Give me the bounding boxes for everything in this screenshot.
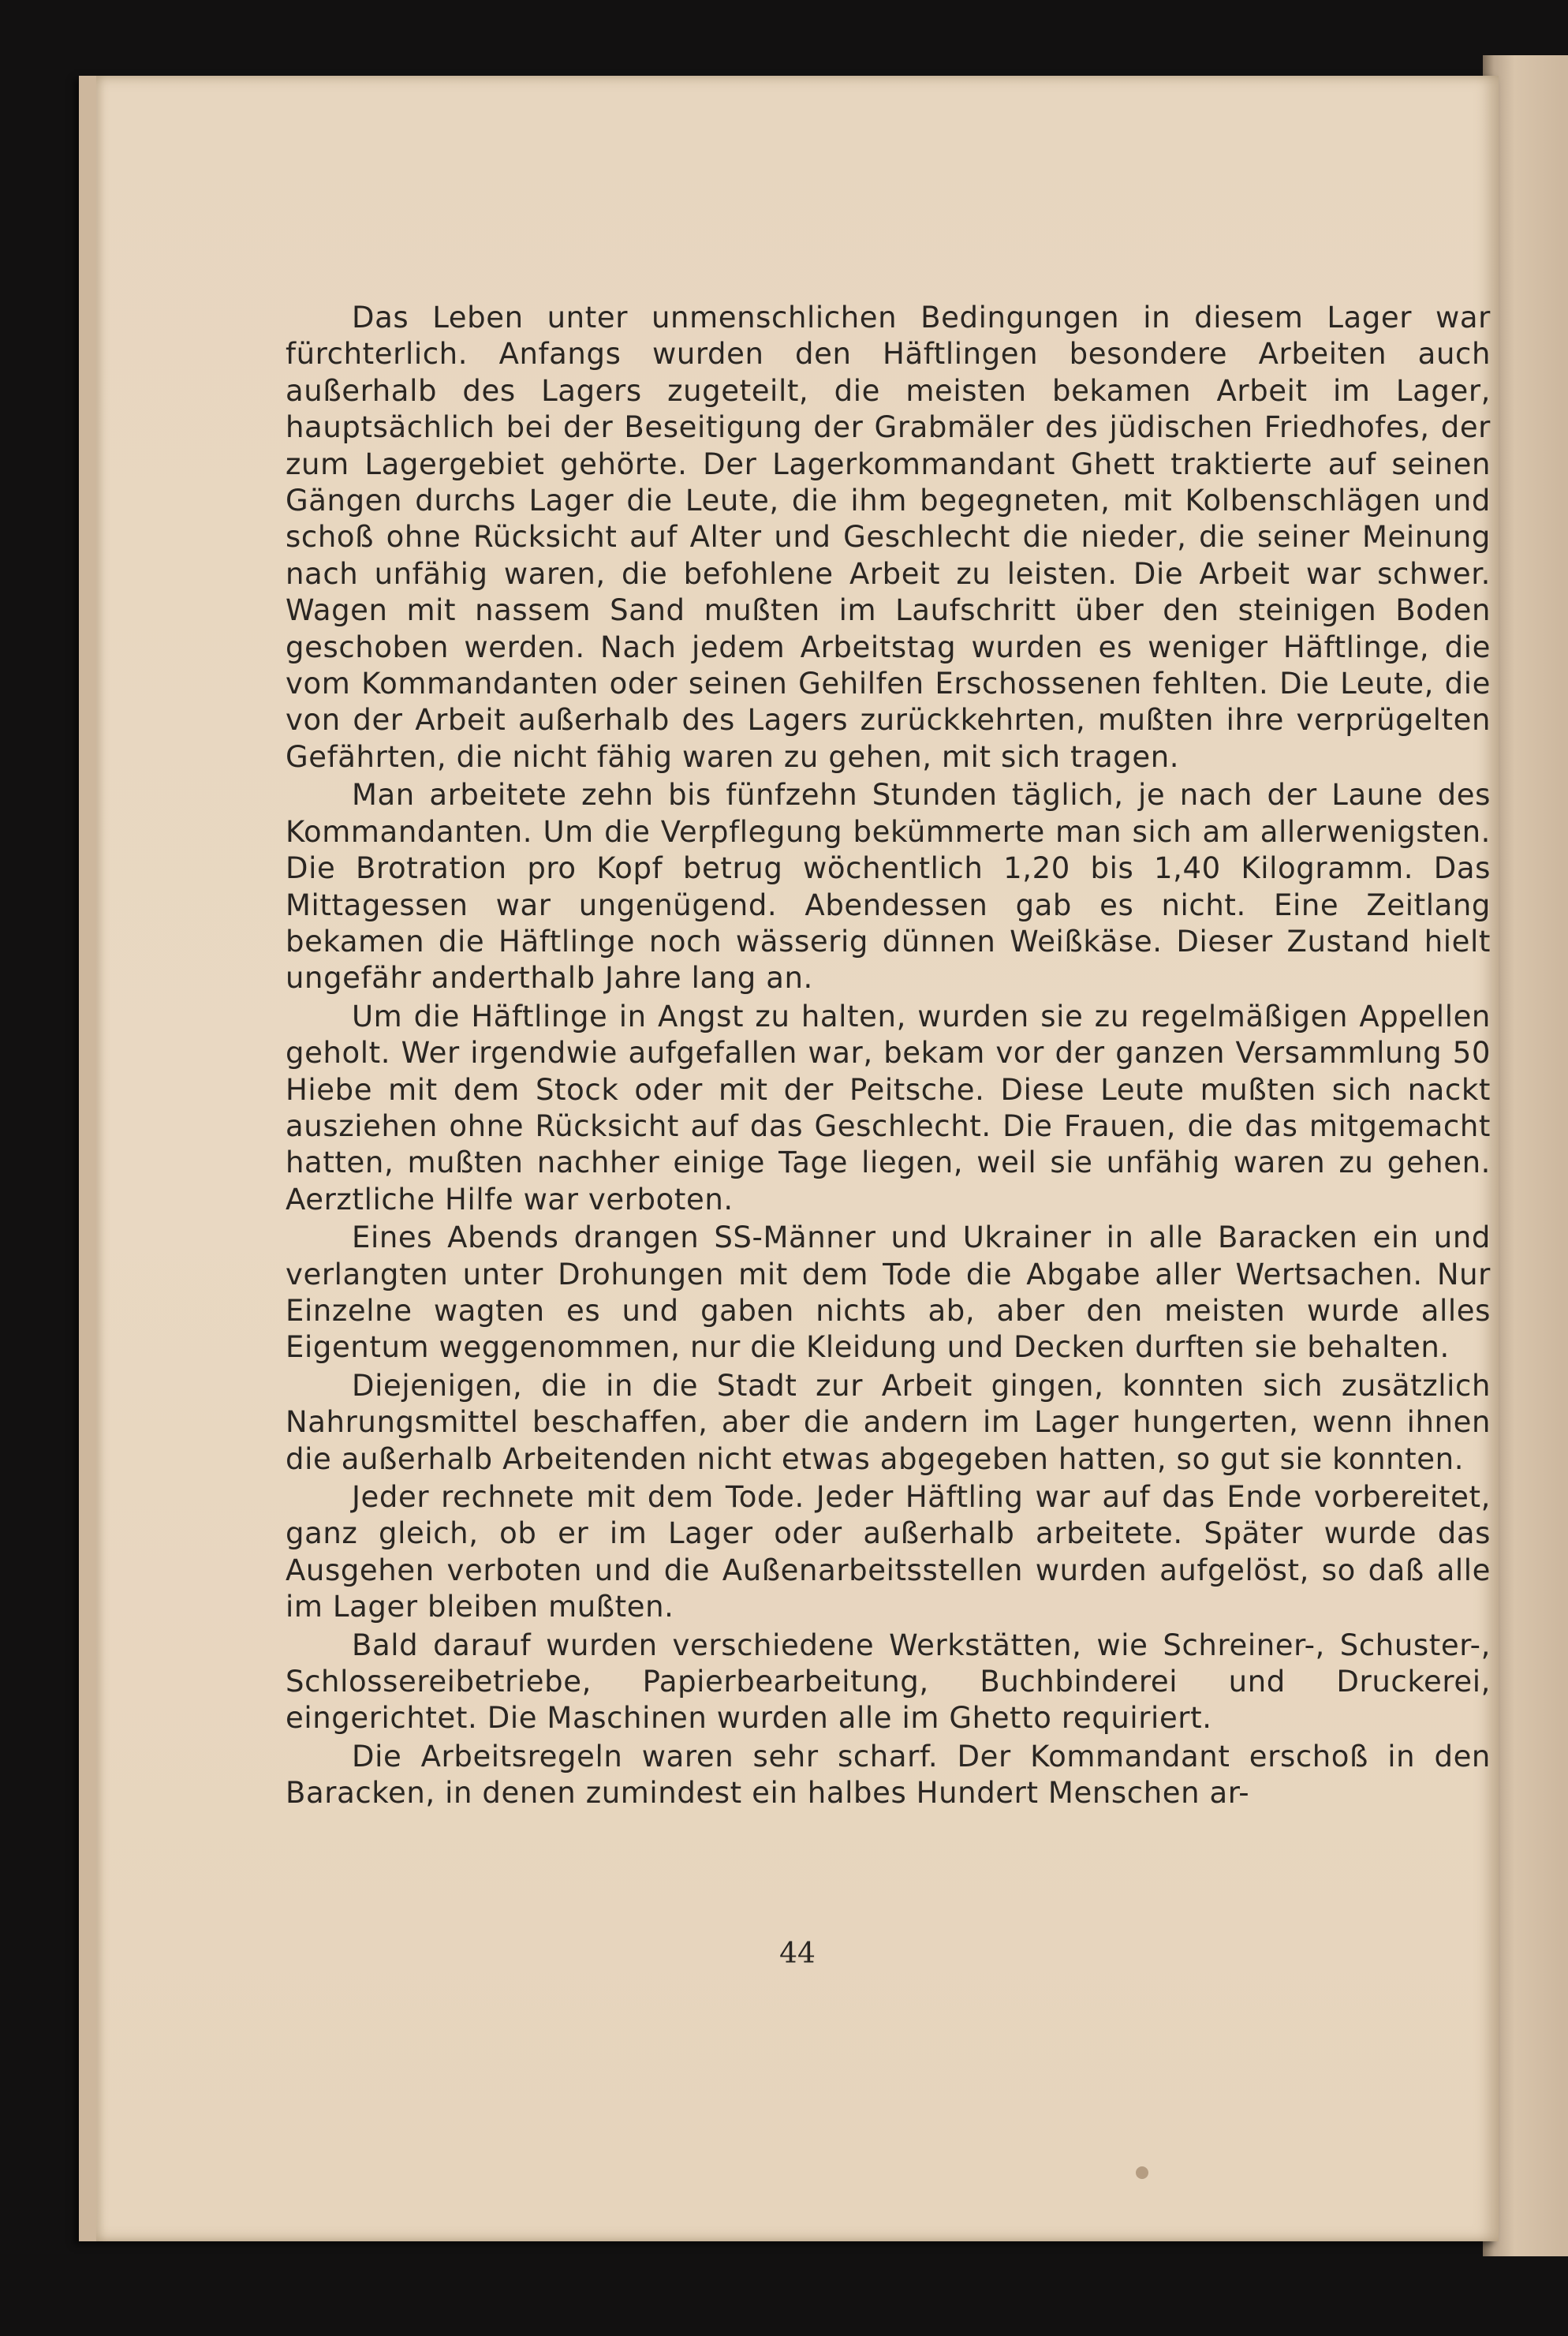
- paragraph-7: Bald darauf wurden verschiedene Werkstätten, wie Schreiner-, Schuster-, Schlossereibetriebe, Papierbearbeitung, Buchbinderei und Druckerei, eingerichtet. Die Maschinen wurden alle im Ghetto requiriert.: [286, 1628, 1491, 1736]
- paragraph-4: Eines Abends drangen SS-Männer und Ukrainer in alle Baracken ein und verlangten unter Drohungen mit dem Tode die Abgabe aller Wertsachen. Nur Einzelne wagten es und gaben nichts ab, aber den meisten wurde alles Eigentum weggenommen, nur die Kleidung und Decken durften sie behalten.: [286, 1220, 1491, 1365]
- page-number: 44: [779, 1938, 816, 1970]
- paragraph-5: Diejenigen, die in die Stadt zur Arbeit gingen, konnten sich zusätzlich Nahrungsmittel beschaffen, aber die andern im Lager hungerten, wenn ihnen die außerhalb Arbeitenden nicht etwas abgegeben hatten, so gut sie konnten.: [286, 1368, 1491, 1476]
- paragraph-6: Jeder rechnete mit dem Tode. Jeder Häftling war auf das Ende vorbereitet, ganz gleich, ob er im Lager oder außerhalb arbeitete. Später wurde das Ausgehen verboten und die Außenarbeitsstellen wurden aufgelöst, so daß alle im Lager bleiben mußten.: [286, 1480, 1491, 1624]
- paragraph-1: Das Leben unter unmenschlichen Bedingungen in diesem Lager war fürchterlich. Anfangs wurden den Häftlingen besondere Arbeiten auch außerhalb des Lagers zugeteilt, die meisten bekamen Arbeit im Lager, hauptsächlich bei der Beseitigung der Grabmäler des jüdischen Friedhofes, der zum Lagergebiet gehörte. Der Lagerkommandant Ghett traktierte auf seinen Gängen durchs Lager die Leute, die ihm begegneten, mit Kolbenschlägen und schoß ohne Rücksicht auf Alter und Geschlecht die nieder, die seiner Meinung nach unfähig waren, die befohlene Arbeit zu leisten. Die Arbeit war schwer. Wagen mit nassem Sand mußten im Laufschritt über den steinigen Boden geschoben werden. Nach jedem Arbeitstag wurden es weniger Häftlinge, die vom Kommandanten oder seinen Gehilfen Erschossenen fehlten. Die Leute, die von der Arbeit außerhalb des Lagers zurückkehrten, mußten ihre verprügelten Gefährten, die nicht fähig waren zu gehen, mit sich tragen.: [286, 301, 1491, 774]
- paper-speck: [1136, 2166, 1148, 2179]
- body-text: [286, 300, 1491, 1812]
- paragraph-3: Um die Häftlinge in Angst zu halten, wurden sie zu regelmäßigen Appellen geholt. Wer irgendwie aufgefallen war, bekam vor der ganzen Versammlung 50 Hiebe mit dem Stock oder mit der Peitsche. Diese Leute mußten sich nackt ausziehen ohne Rücksicht auf das Geschlecht. Die Frauen, die das mitgemacht hatten, mußten nachher einige Tage liegen, weil sie unfähig waren zu gehen. Aerztliche Hilfe war verboten.: [286, 999, 1491, 1217]
- paragraph-8: Die Arbeitsregeln waren sehr scharf. Der Kommandant erschoß in den Baracken, in denen zumindest ein halbes Hundert Menschen ar-: [286, 1739, 1491, 1811]
- paragraph-2: Man arbeitete zehn bis fünfzehn Stunden täglich, je nach der Laune des Kommandanten. Um die Verpflegung bekümmerte man sich am allerwenigsten. Die Brotration pro Kopf betrug wöchentlich 1,20 bis 1,40 Kilogramm. Das Mittagessen war ungenügend. Abendessen gab es nicht. Eine Zeitlang bekamen die Häftlinge noch wässerig dünnen Weißkäse. Dieser Zustand hielt ungefähr anderthalb Jahre lang an.: [286, 778, 1491, 996]
- book-page: [96, 76, 1499, 2241]
